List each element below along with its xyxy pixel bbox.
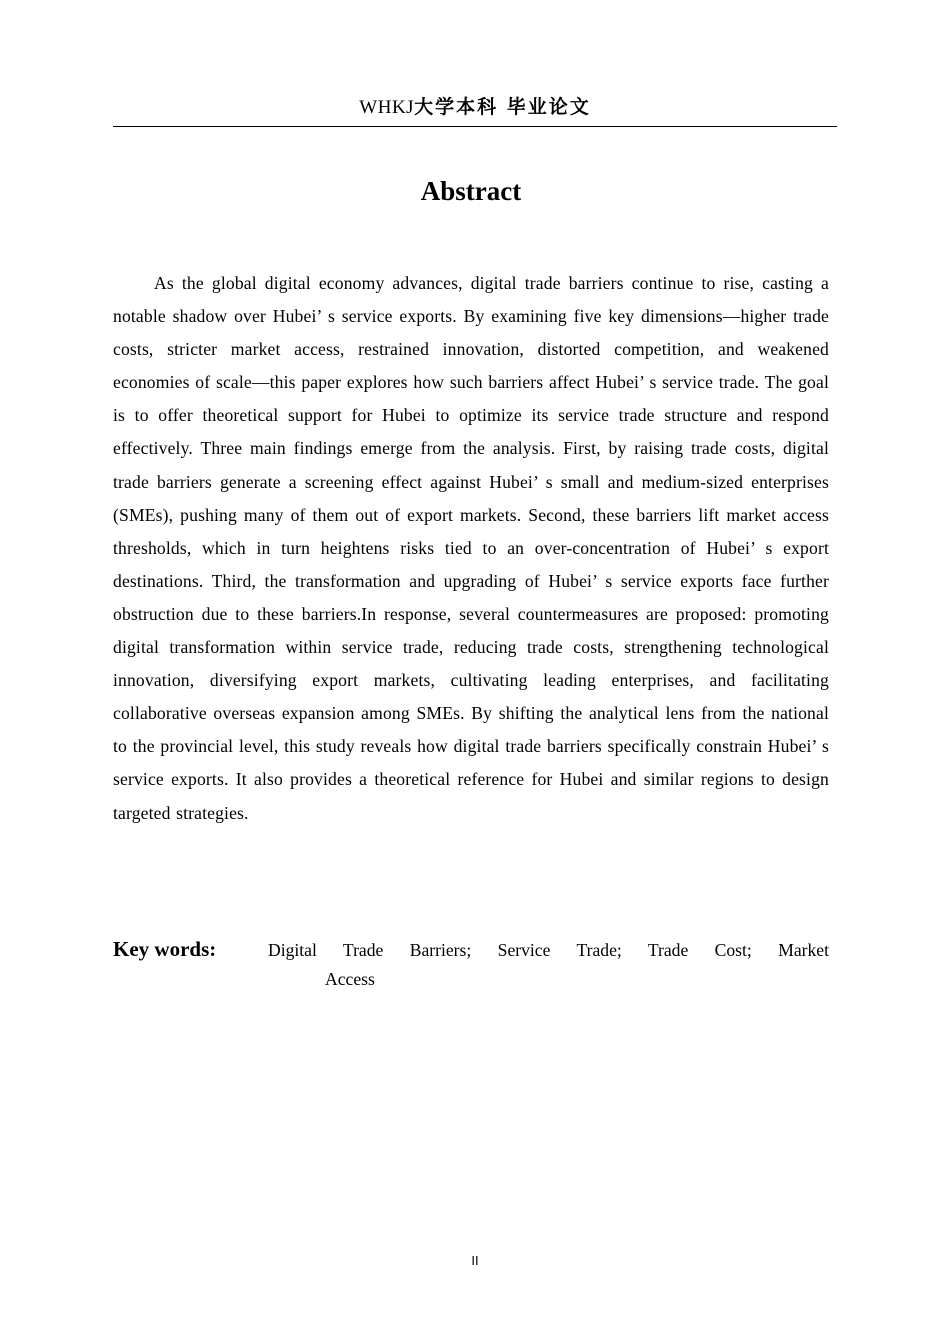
page-header (113, 92, 837, 122)
abstract-body: As the global digital economy advances, digital trade barriers continue to rise, casting a notable shadow over Hubei’ s service exports. By examining five key dimensions—higher trade costs, stricter market access, restrained innovation, distorted competition, and weakened economies of scale—this paper explores how such barriers affect Hubei’ s service trade. The goal is to offer theoretical support for Hubei to optimize its service trade structure and respond effectively. Three main findings emerge from the analysis. First, by raising trade costs, digital trade barriers generate a screening effect against Hubei’ s small and medium-sized enterprises (SMEs), pushing many of them out of export markets. Second, these barriers lift market access thresholds, which in turn heightens risks tied to an over-concentration of Hubei’ s export destinations. Third, the transformation and upgrading of Hubei’ s service exports face further obstruction due to these barriers.In response, several countermeasures are proposed: promoting digital transformation within service trade, reducing trade costs, strengthening technological innovation, diversifying export markets, cultivating leading enterprises, and facilitating collaborative overseas expansion among SMEs. By shifting the analytical lens from the national to the provincial level, this study reveals how digital trade barriers specifically constrain Hubei’ s service exports. It also provides a theoretical reference for Hubei and similar regions to design targeted strategies. (113, 273, 829, 823)
page-title: Abstract (420, 176, 522, 206)
keywords-line-1: Digital Trade Barriers; Service Trade; Trade Cost; Market (268, 940, 829, 960)
header-school-name: WHKJ (359, 97, 415, 118)
keywords-list (268, 936, 829, 994)
header-divider (113, 126, 837, 127)
keywords-line-2: Access (325, 969, 375, 989)
keywords-label: Key words: (113, 937, 217, 961)
page-number: II (471, 1253, 479, 1268)
header-thesis-label: 大学本科 毕业论文 (414, 96, 591, 118)
keywords-section (113, 934, 829, 1004)
